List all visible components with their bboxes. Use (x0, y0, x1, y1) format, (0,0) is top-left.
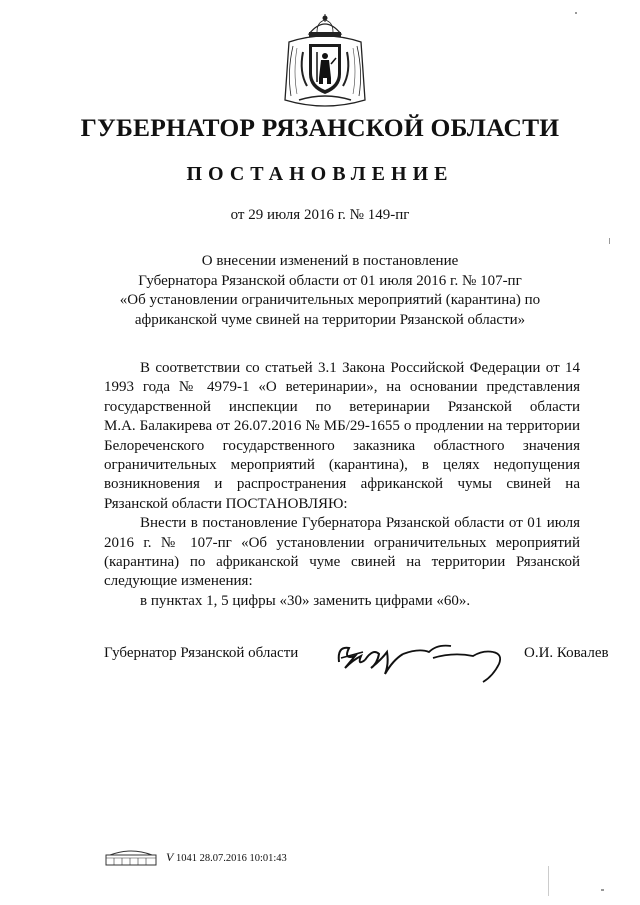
registration-info: 1041 28.07.2016 10:01:43 (175, 853, 287, 864)
body-line: М.А. Балакирева от 26.07.2016 № МБ/29-1655 о продлении на территории (104, 418, 580, 435)
body-line: в пунктах 1, 5 цифры «30» заменить цифрами «60». (140, 592, 471, 609)
heading-line: «Об установлении ограничительных мероприятий (карантина) по (119, 292, 541, 308)
body-line: Рязанской области ПОСТАНОВЛЯЮ: (104, 495, 348, 512)
body-line: (карантина) по африканской чуме свиней на территории Рязанской (104, 553, 580, 570)
scan-speck (548, 866, 549, 896)
document-date-number: от 29 июля 2016 г. № 149-пг (230, 207, 410, 223)
body-line: 2016 г. № 107-пг «Об установлении ограничительных мероприятий (104, 534, 580, 551)
body-line: Внести в постановление Губернатора Рязанской области от 01 июля (140, 515, 580, 532)
document-type: ПОСТАНОВЛЕНИЕ (186, 163, 454, 185)
scan-speck (601, 889, 604, 891)
registration-footer (166, 850, 287, 865)
handwritten-signature (333, 630, 513, 685)
body-line: возникновения и распространения африканской чумы свиней на (104, 476, 580, 493)
registration-stamp-icon (104, 847, 158, 867)
heading-line: Губернатора Рязанской области от 01 июля 2016 г. № 107-пг (138, 272, 522, 289)
body-line: ограничительных мероприятий (карантина), в целях недопущения (104, 456, 580, 473)
coat-of-arms-emblem (279, 12, 371, 112)
heading-line: африканской чуме свиней на территории Рязанской области» (134, 311, 526, 328)
body-line: Белореченского государственного заказника областного значения (104, 437, 580, 454)
registration-mark: V (166, 850, 174, 864)
body-line: следующие изменения: (104, 573, 253, 590)
signatory-name: О.И. Ковалев (524, 645, 609, 661)
heading-line: О внесении изменений в постановление (201, 253, 459, 269)
body-line: 1993 года № 4979-1 «О ветеринарии», на основании представления (104, 379, 580, 396)
signatory-position: Губернатор Рязанской области (104, 645, 299, 661)
document-body (104, 359, 580, 611)
body-line: государственной инспекции по ветеринарии Рязанской области (104, 398, 580, 415)
scan-speck (609, 238, 610, 244)
issuer-title: ГУБЕРНАТОР РЯЗАНСКОЙ ОБЛАСТИ (80, 113, 560, 142)
body-line: В соответствии со статьей 3.1 Закона Российской Федерации от 14 (140, 360, 580, 376)
scan-speck (575, 12, 577, 14)
document-heading (80, 252, 580, 330)
